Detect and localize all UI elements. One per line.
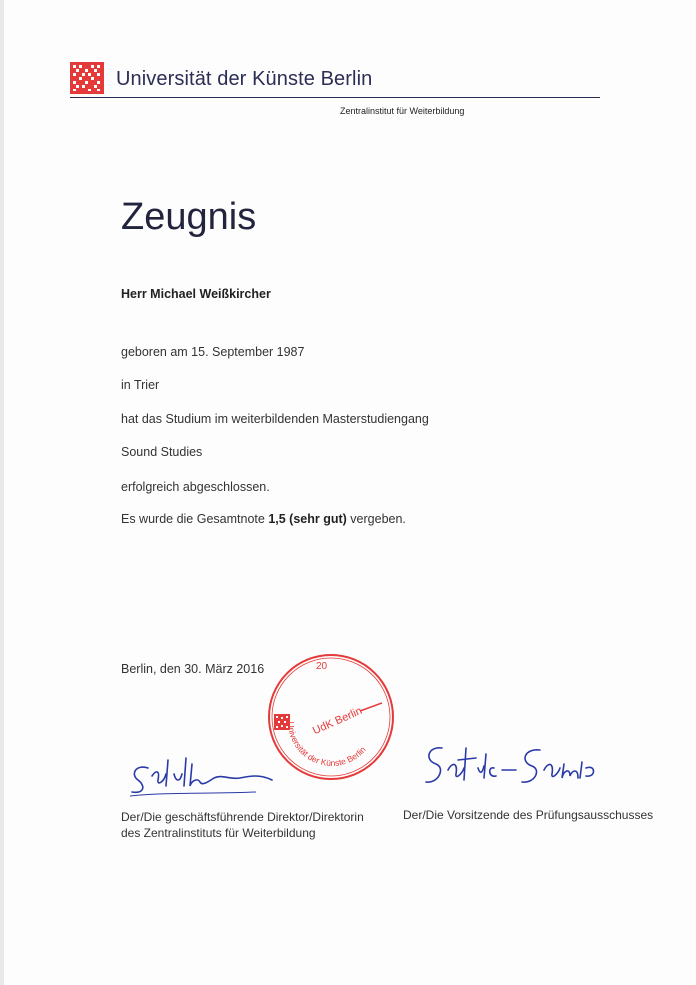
document-title: Zeugnis [121,196,257,238]
grade-line [121,512,406,526]
completion-line: erfolgreich abgeschlossen. [121,480,270,494]
director-caption [121,809,364,841]
issue-date: Berlin, den 30. März 2016 [121,662,265,676]
udk-logo-icon [70,62,104,94]
birth-date-line: geboren am 15. September 1987 [121,345,305,359]
university-name: Universität der Künste Berlin [116,68,373,90]
examination-chair-caption: Der/Die Vorsitzende des Prüfungsausschusses [403,808,654,822]
director-caption-line-1: Der/Die geschäftsführende Direktor/Direktorin [121,810,364,824]
institute-name: Zentralinstitut für Weiterbildung [340,106,465,116]
grade-suffix: vergeben. [350,512,406,526]
scan-edge [0,0,4,985]
stamp-number: 20 [316,661,328,672]
study-line: hat das Studium im weiterbildenden Masterstudiengang [121,412,429,426]
stamp-inner-text: UdK Berlin [311,704,364,738]
grade-value: 1,5 (sehr gut) [268,512,347,526]
examination-chair-signature [420,744,600,796]
director-caption-line-2: des Zentralinstituts für Weiterbildung [121,826,316,840]
program-name: Sound Studies [121,445,203,459]
header-divider [70,97,600,98]
recipient-name: Herr Michael Weißkircher [121,287,271,301]
birthplace-line: in Trier [121,378,160,392]
director-signature [126,752,286,800]
grade-prefix: Es wurde die Gesamtnote [121,512,265,526]
stamp-ring-text: Universität der Künste Berlin [285,721,368,769]
